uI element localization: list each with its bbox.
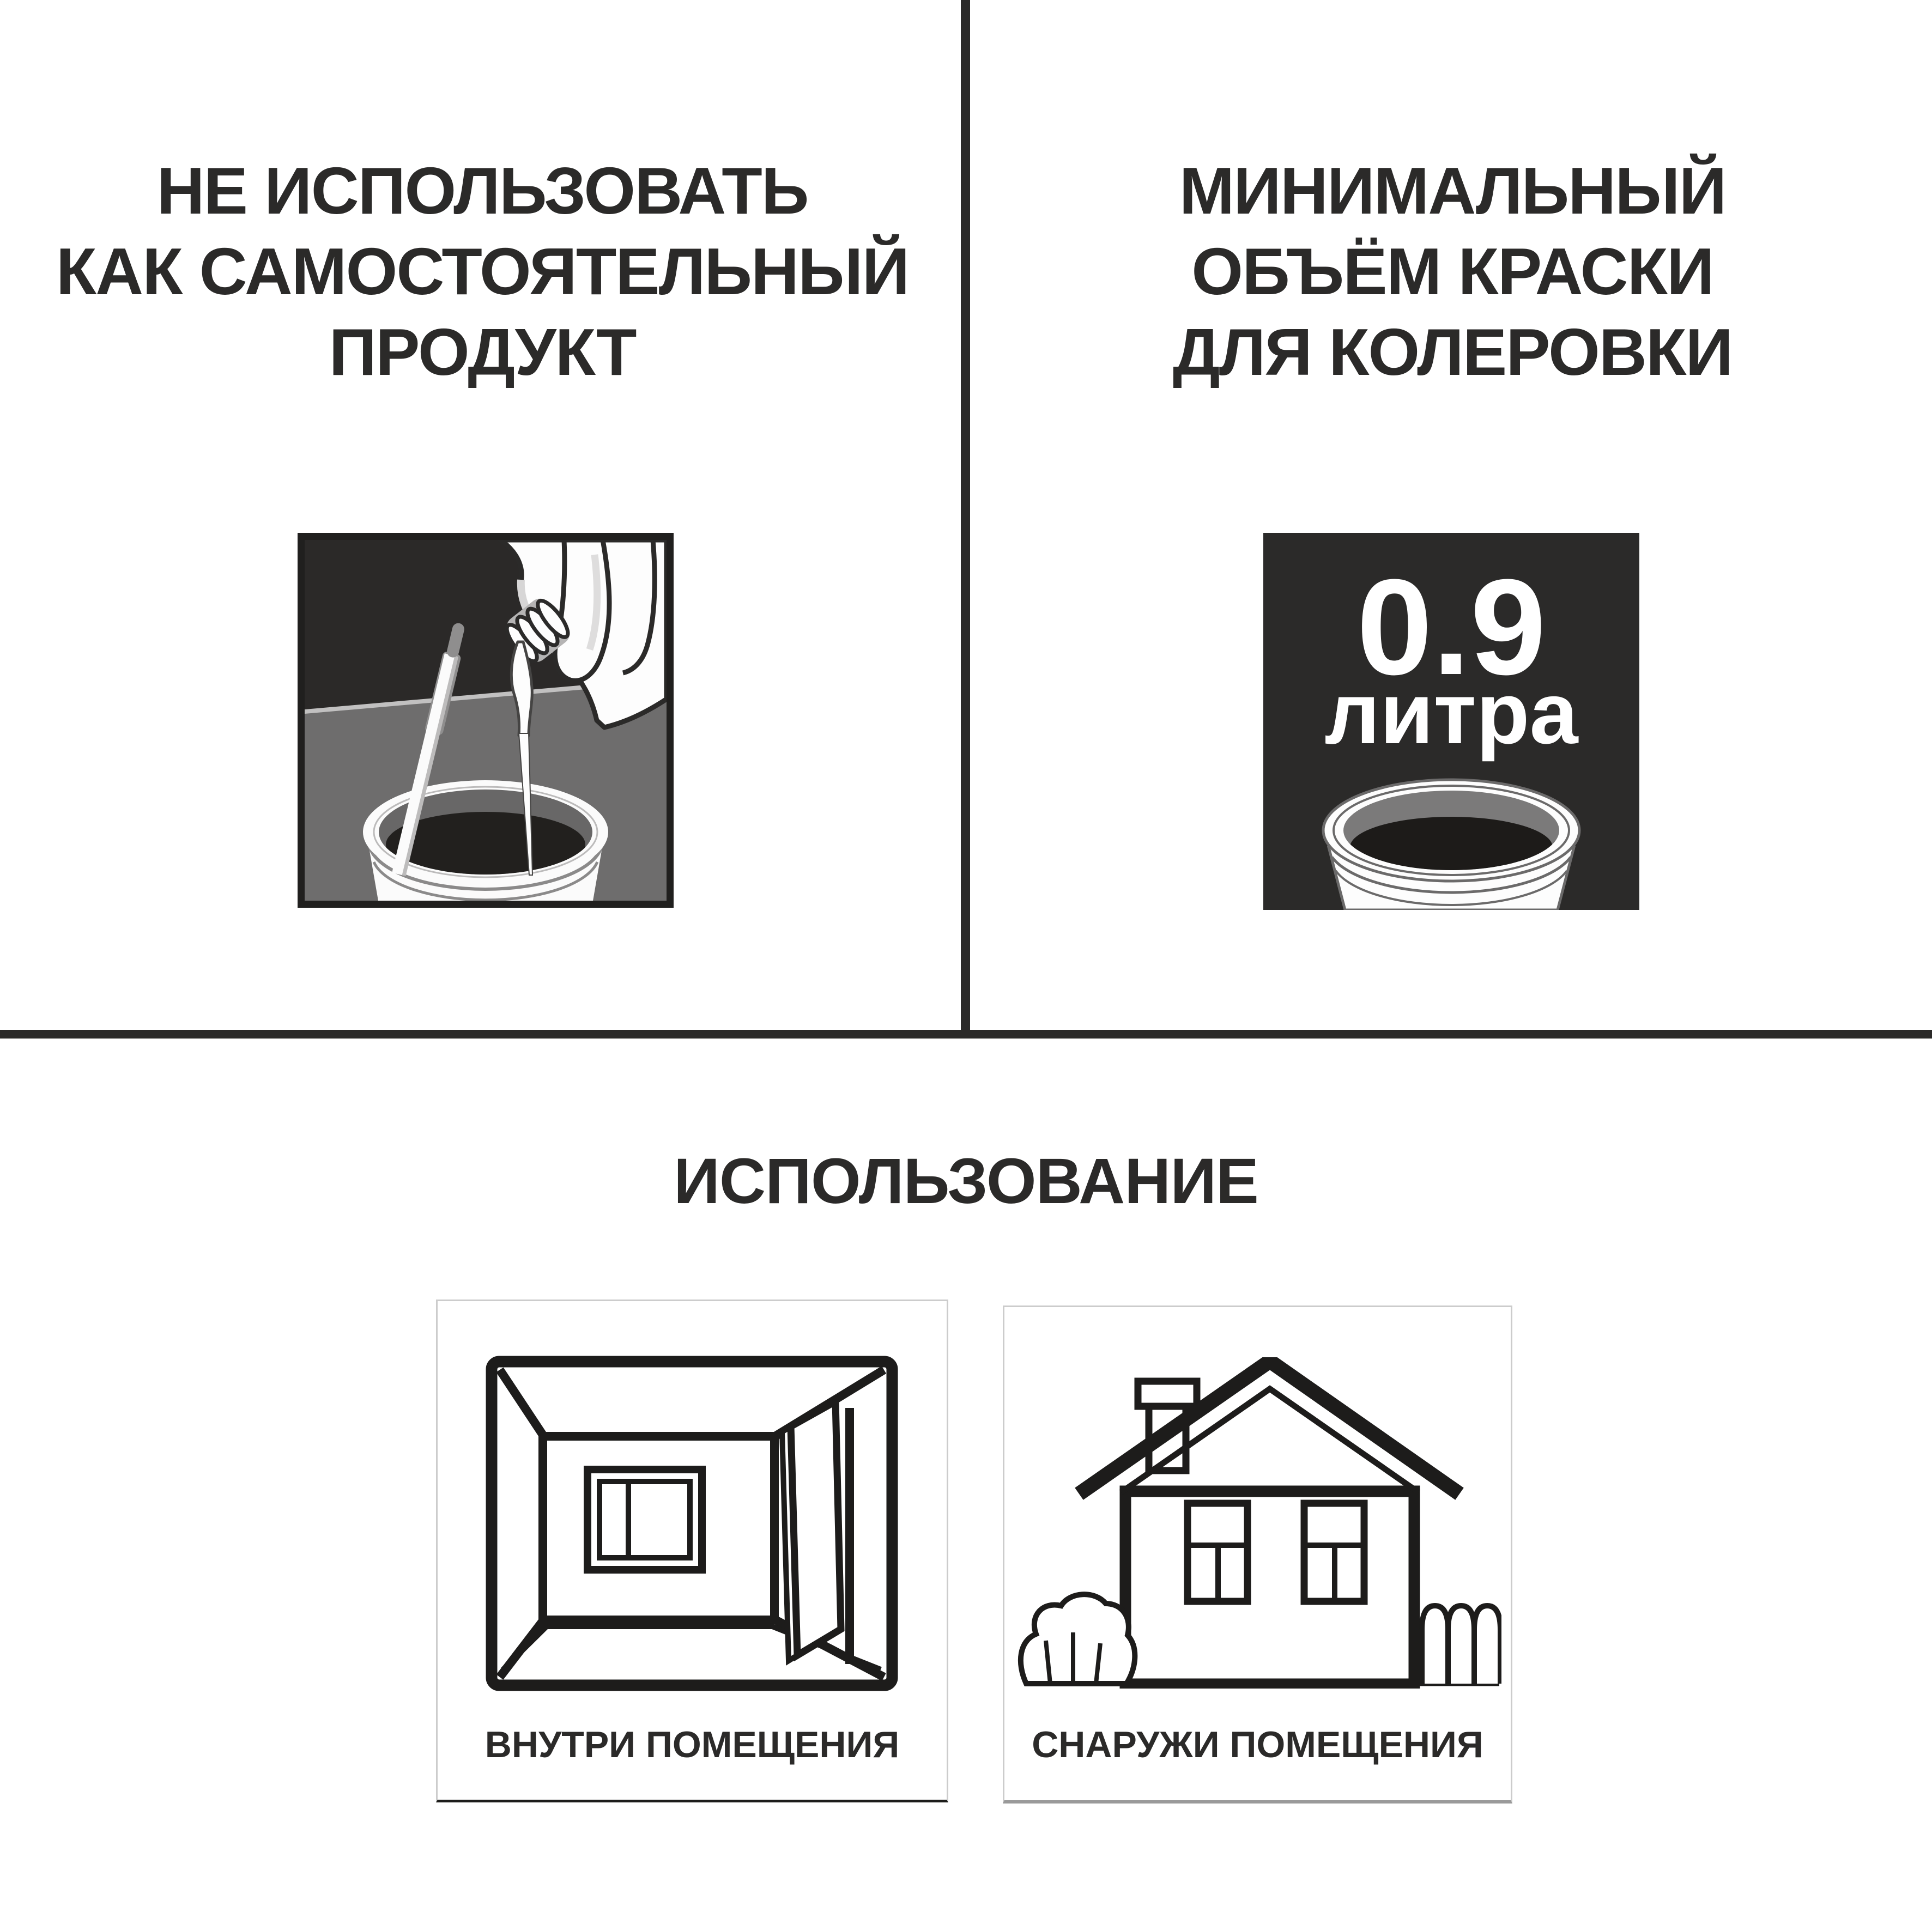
window (1304, 1503, 1364, 1601)
volume-unit: литра (1324, 664, 1578, 762)
room-interior-icon (486, 1356, 898, 1691)
heading-line: КАК САМОСТОЯТЕЛЬНЫЙ (56, 234, 909, 308)
window (588, 1469, 702, 1570)
bush (1021, 1594, 1135, 1684)
heading-line: НЕ ИСПОЛЬЗОВАТЬ (156, 154, 808, 228)
usage-card-indoor (436, 1300, 948, 1802)
pouring-colorant-illustration (298, 533, 674, 908)
heading-line: ДЛЯ КОЛЕРОВКИ (1172, 315, 1733, 389)
thumb (555, 540, 609, 681)
heading-line: ПРОДУКТ (329, 315, 636, 389)
paint-bucket-icon (1263, 776, 1639, 910)
usage-card-outdoor (1003, 1305, 1512, 1804)
fence (1422, 1606, 1500, 1684)
house-walls (1125, 1491, 1414, 1684)
volume-value: 0.9 (1356, 551, 1546, 703)
heading-line: ОБЪЁМ КРАСКИ (1191, 234, 1713, 308)
heading-min-volume (992, 150, 1913, 392)
usage-title: ИСПОЛЬЗОВАНИЕ (674, 1145, 1258, 1217)
min-volume-badge (1263, 533, 1639, 910)
heading-line: МИНИМАЛЬНЫЙ (1179, 154, 1726, 228)
window (1188, 1503, 1247, 1601)
colorant-pouring-icon (298, 533, 674, 908)
door (782, 1401, 850, 1664)
heading-not-standalone (22, 150, 943, 392)
usage-card-outdoor-label: СНАРУЖИ ПОМЕЩЕНИЯ (1032, 1724, 1483, 1765)
horizontal-divider (0, 1030, 1932, 1039)
usage-card-indoor-label: ВНУТРИ ПОМЕЩЕНИЯ (484, 1724, 900, 1765)
vertical-divider (961, 0, 970, 1034)
house-exterior-icon (1014, 1357, 1501, 1689)
